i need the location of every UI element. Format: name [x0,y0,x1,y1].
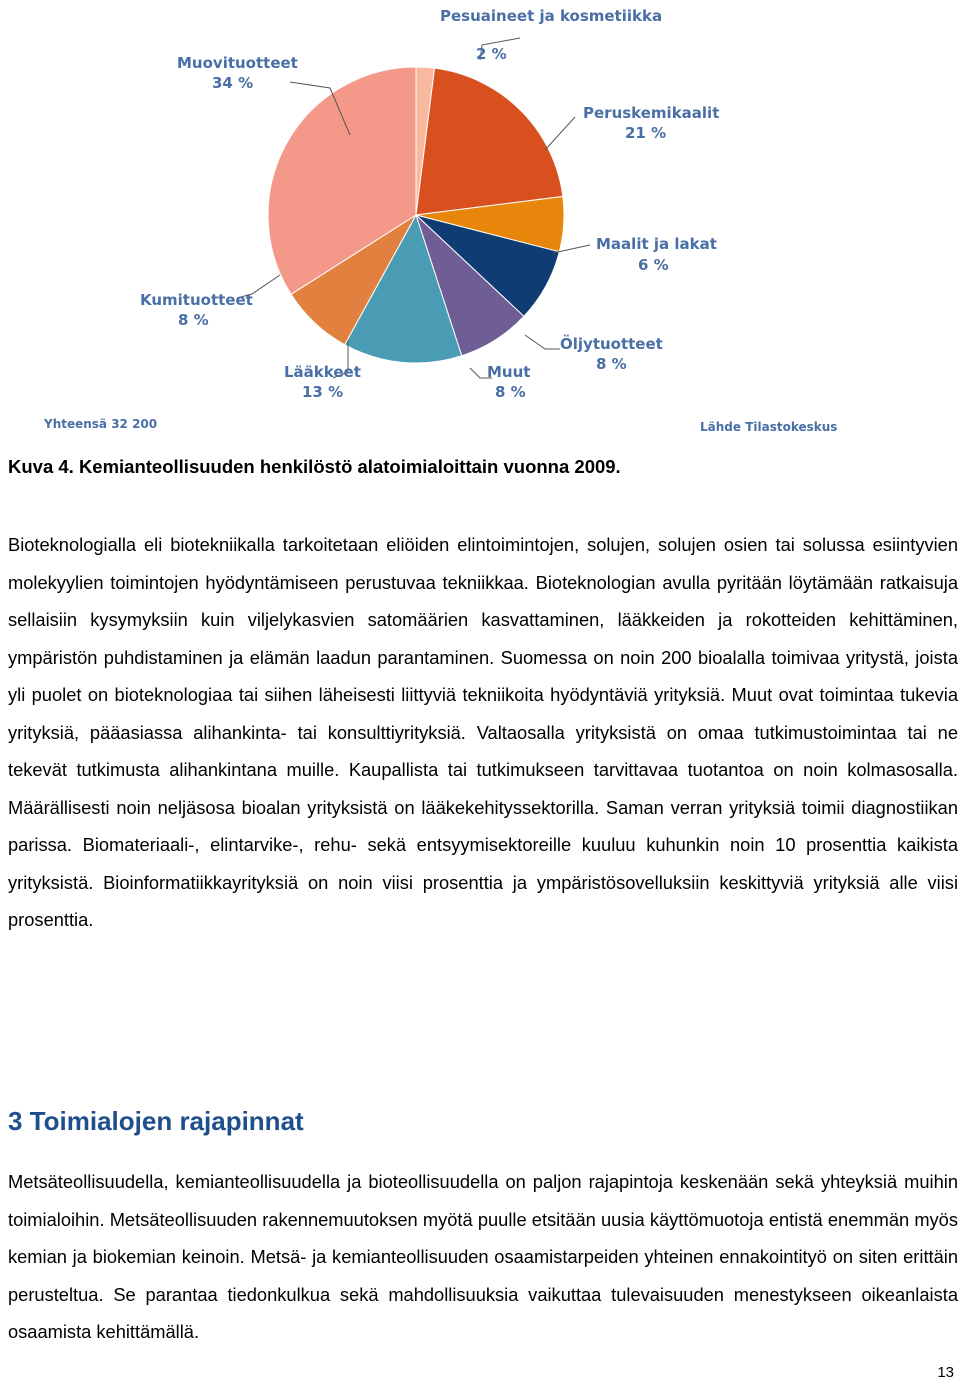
slice-value-muut: 8 % [495,383,526,401]
slice-label-maalit: Maalit ja lakat [596,235,717,253]
slice-value-maalit: 6 % [638,256,669,274]
pie-slices [268,67,564,363]
slice-value-kumituotteet: 8 % [178,311,209,329]
slice-value-oljytuotteet: 8 % [596,355,627,373]
slice-label-muovituotteet: Muovituotteet [177,54,298,72]
pie-slice-1 [416,68,563,215]
slice-value-muovituotteet: 34 % [212,74,254,92]
slice-label-pesuaineet: Pesuaineet ja kosmetiikka [440,7,663,25]
slice-label-peruskemikaalit: Peruskemikaalit [583,104,720,122]
slice-value-laakkeet: 13 % [302,383,344,401]
figure-caption: Kuva 4. Kemianteollisuuden henkilöstö alatoimialoittain vuonna 2009. [8,456,621,477]
slice-label-muut: Muut [487,363,531,381]
section-heading: 3 Toimialojen rajapinnat [8,1106,304,1136]
slice-label-laakkeet: Lääkkeet [284,363,361,381]
body-paragraph-1: Bioteknologialla eli biotekniikalla tarkoitetaan eliöiden elintoimintojen, solujen, solujen osien tai solussa esiintyvien molekyylien toimintojen hyödyntämiseen perustuvaa tekniikkaa. Bioteknologian avulla pyritään löytämään ratkaisuja sellaisiin kysymyksiin kuin viljelykasvien satomäärien kasvattaminen, lääkkeiden ja rokotteiden kehittäminen, ympäristön puhdistaminen ja elämän laadun parantaminen. Suomessa on noin 200 bioalalla toimivaa yritystä, joista yli puolet on bioteknologiaa tai siihen läheisesti liittyviä tekniikoita hyödyntäviä yrityksiä. Muut ovat toimintaa tukevia yrityksiä, pääasiassa alihankinta- tai konsulttiyrityksiä. Valtaosalla yrityksistä on omaa tutkimustoimintaa tai ne tekevät tutkimusta alihankintana muille. Kaupallista tai tutkimukseen tarvittavaa tuotantoa on noin kolmasosalla. Määrällisesti noin neljäsosa bioalan yrityksistä on lääkekehityssektorilla. Saman verran yrityksiä toimii diagnostiikan parissa. Biomateriaali-, elintarvike-, rehu- sekä entsyymisektoreille kuuluu kuhunkin noin 10 prosenttia kaikista yrityksistä. Bioinformatiikkayrityksiä on noin viisi prosenttia ja ympäristösovelluksiin keskittyviä yrityksiä alle viisi prosenttia. [8,534,958,930]
slice-label-kumituotteet: Kumituotteet [140,291,253,309]
slice-value-pesuaineet: 2 % [476,45,507,63]
slice-label-oljytuotteet: Öljytuotteet [560,335,663,353]
body-paragraph-2: Metsäteollisuudella, kemianteollisuudella ja bioteollisuudella on paljon rajapintoja keskenään sekä yhteyksiä muihin toimialoihin. Metsäteollisuuden rakennemuutoksen myötä puulle etsitään uusia käyttömuotoja entistä enemmän myös kemian ja biokemian keinoin. Metsä- ja kemianteollisuuden osaamistarpeiden yhteinen ennakointityö on siten erittäin perusteltua. Se parantaa tiedonkulkua sekä mahdollisuuksia vaikuttaa tulevaisuuden menestykseen oikeanlaista osaamista kehittämällä. [8,1171,958,1342]
source-note: Lähde Tilastokeskus [700,420,838,434]
pie-chart [0,0,960,440]
page-number: 13 [937,1364,954,1381]
slice-value-peruskemikaalit: 21 % [625,124,667,142]
total-note: Yhteensä 32 200 [44,417,158,431]
